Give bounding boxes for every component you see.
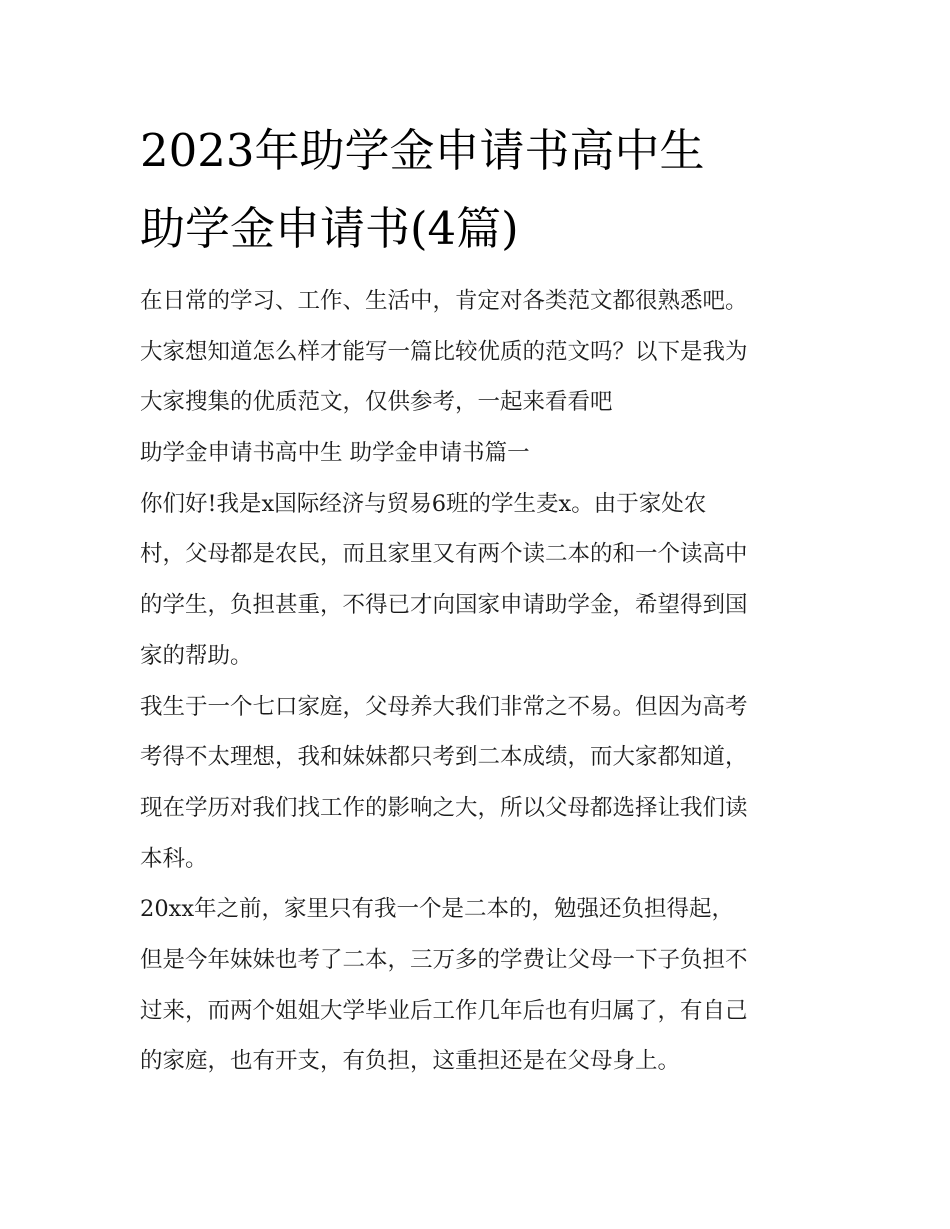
body-line: 大家搜集的优质范文，仅供参考，一起来看看吧	[140, 389, 613, 416]
body-line: 但是今年妹妹也考了二本，三万多的学费让父母一下子负担不	[140, 946, 748, 973]
body-line: 在日常的学习、工作、生活中，肯定对各类范文都很熟悉吧。	[140, 288, 748, 314]
title-line-2: 助学金申请书(4篇)	[140, 202, 519, 255]
title-line-1: 2023年助学金申请书高中生	[140, 124, 705, 177]
body-line: 考得不太理想，我和妹妹都只考到二本成绩，而大家都知道，	[140, 744, 748, 771]
body-line: 家的帮助。	[140, 642, 253, 669]
body-line: 村，父母都是农民，而且家里又有两个读二本的和一个读高中	[140, 541, 748, 568]
body-line: 你们好!我是x国际经济与贸易6班的学生麦x。由于家处农	[140, 490, 707, 517]
body-line: 过来，而两个姐姐大学毕业后工作几年后也有归属了，有自己	[140, 997, 748, 1024]
section-heading: 助学金申请书高中生 助学金申请书篇一	[140, 440, 530, 467]
document-title	[140, 112, 830, 268]
body-line: 本科。	[140, 845, 208, 872]
body-line: 我生于一个七口家庭，父母养大我们非常之不易。但因为高考	[140, 693, 748, 720]
body-line: 20xx年之前，家里只有我一个是二本的，勉强还负担得起，	[140, 896, 735, 923]
body-line: 大家想知道怎么样才能写一篇比较优质的范文吗？以下是我为	[140, 338, 748, 365]
body-line: 现在学历对我们找工作的影响之大，所以父母都选择让我们读	[140, 794, 748, 821]
body-line: 的学生，负担甚重，不得已才向国家申请助学金，希望得到国	[140, 592, 748, 619]
document-body	[140, 276, 820, 1087]
body-line: 的家庭，也有开支，有负担，这重担还是在父母身上。	[140, 1048, 681, 1075]
